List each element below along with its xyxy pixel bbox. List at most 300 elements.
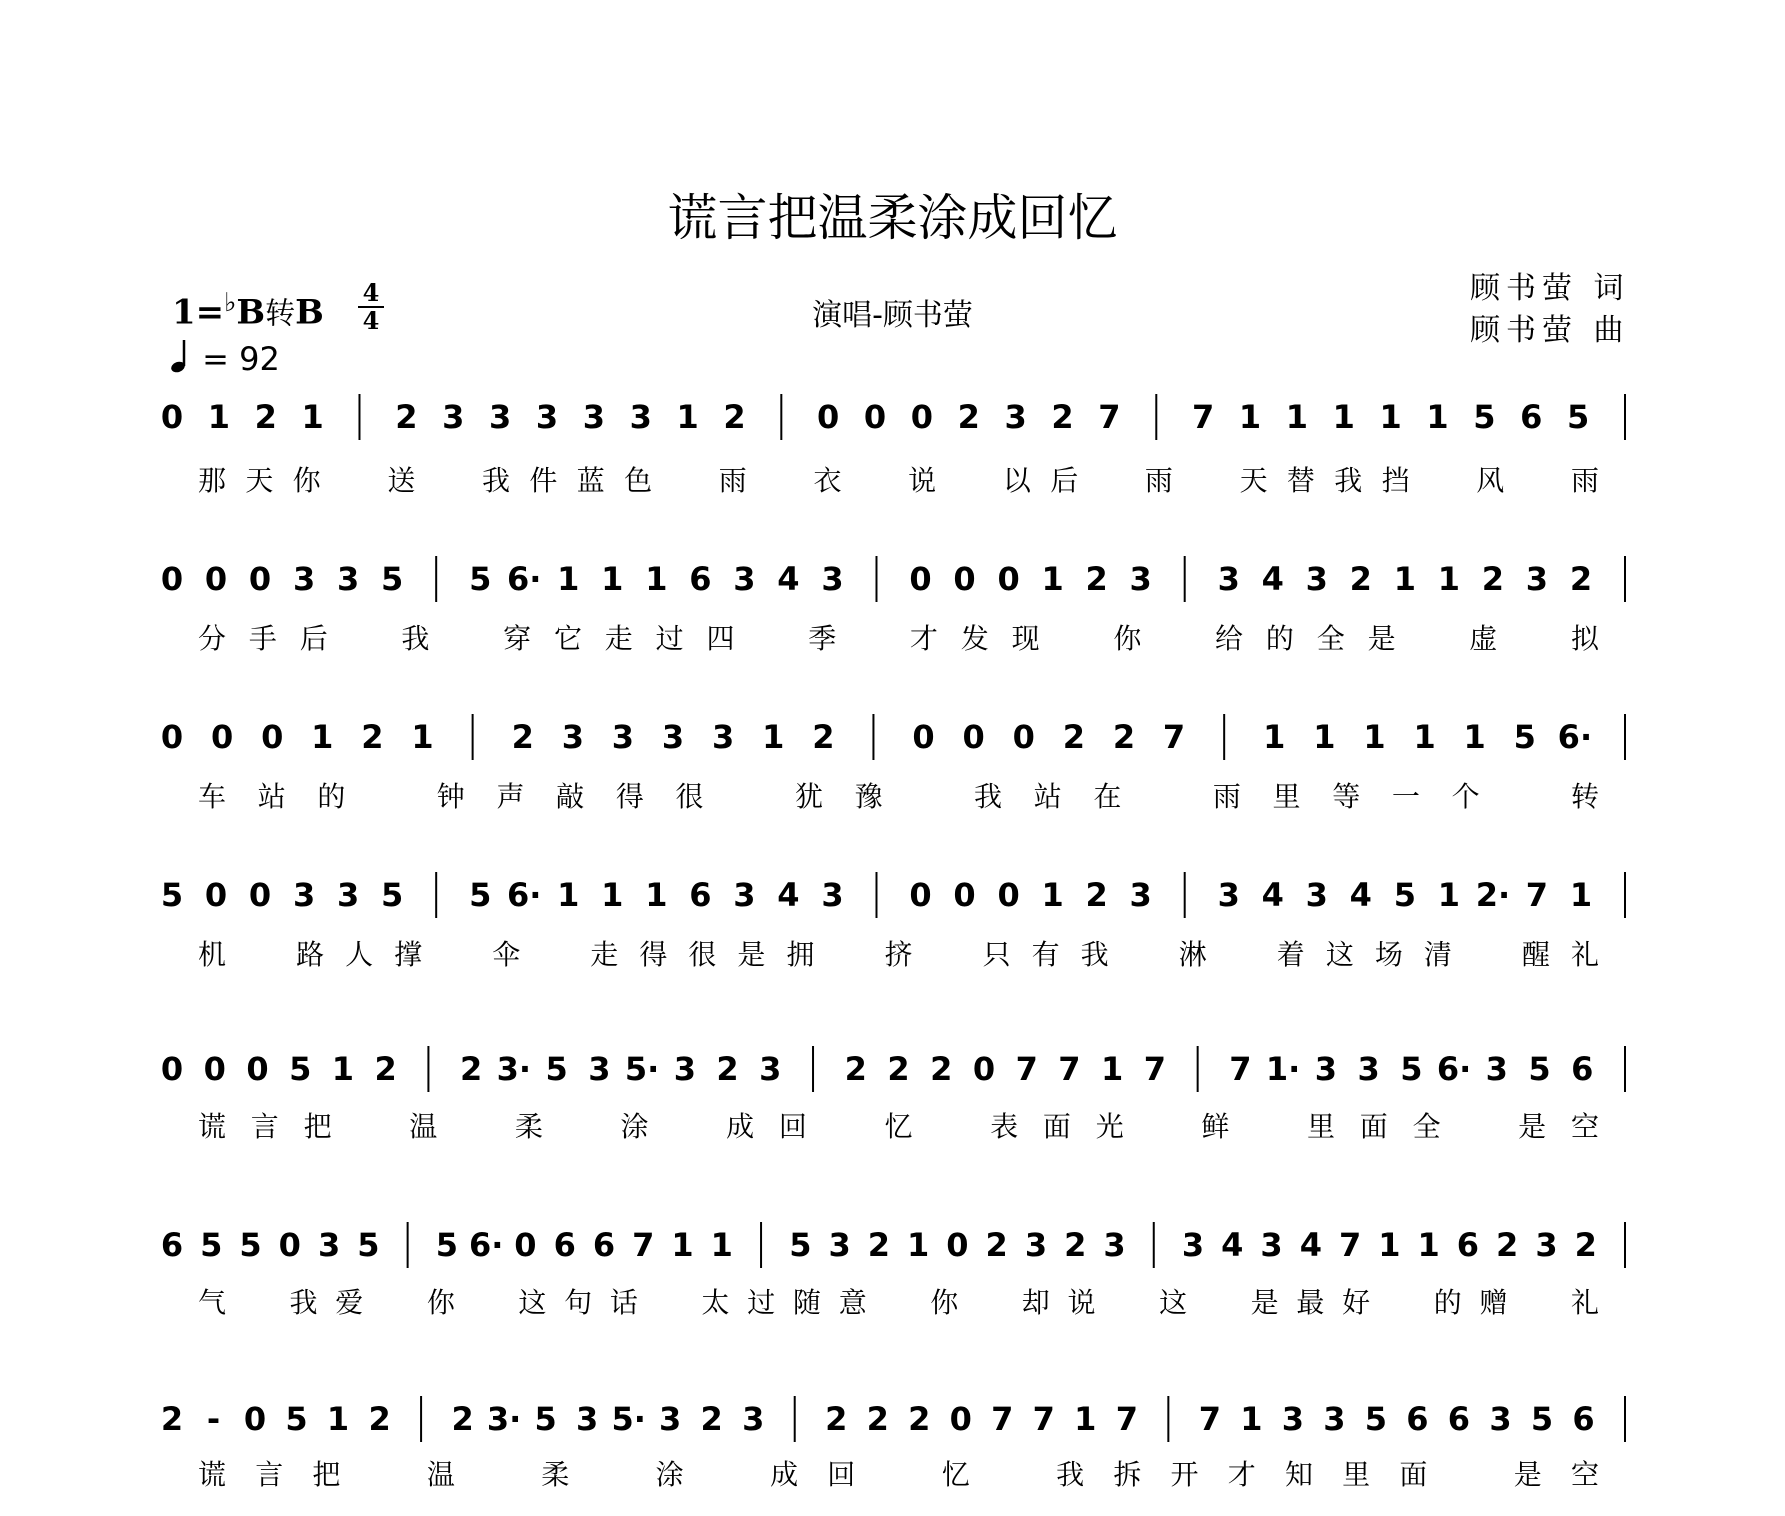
note: 3 — [1129, 876, 1152, 914]
lyric-char: 手 — [248, 622, 277, 655]
lyric-char: 好 — [1342, 1286, 1371, 1319]
note: 2· — [1475, 876, 1511, 914]
note: 7 — [1198, 1400, 1221, 1438]
note: 1 — [1263, 718, 1286, 756]
lyric-char: 色 — [624, 464, 653, 497]
score-line — [161, 1046, 1625, 1092]
note: 4 — [1261, 560, 1284, 598]
lyric-char: 才 — [909, 622, 938, 655]
note: 3 — [1281, 1400, 1305, 1438]
lyric-char: 这 — [518, 1286, 547, 1319]
note: 6· — [1436, 1050, 1472, 1088]
lyric-char: 话 — [609, 1286, 638, 1319]
note: - — [206, 1400, 221, 1438]
note: 3 — [576, 1400, 599, 1438]
lyric-char: 你 — [1113, 622, 1142, 655]
lyric-char: 一 — [1391, 780, 1420, 813]
note: 0 — [910, 398, 934, 436]
note: 5 — [435, 1226, 459, 1264]
lyric-line — [198, 464, 1599, 497]
note: 1 — [1240, 1400, 1263, 1438]
note: 5 — [285, 1400, 308, 1438]
note: 1 — [671, 1226, 694, 1264]
lyric-char: 在 — [1093, 780, 1122, 813]
note: 1 — [1426, 398, 1449, 436]
lyric-char: 柔 — [541, 1458, 570, 1491]
note: 0 — [160, 1050, 184, 1088]
note: 1 — [557, 876, 580, 914]
note: 4 — [777, 876, 800, 914]
lyric-char: 你 — [292, 464, 321, 497]
note: 0 — [243, 1400, 267, 1438]
lyric-char: 发 — [960, 622, 989, 655]
note: 1 — [326, 1400, 350, 1438]
lyric-char: 路 — [296, 938, 325, 971]
lyric-char: 面 — [1042, 1110, 1071, 1143]
lyric-char: 站 — [1033, 780, 1062, 813]
lyric-char: 现 — [1011, 622, 1040, 655]
note: 2 — [723, 398, 746, 436]
lyric-char: 里 — [1272, 780, 1301, 813]
note: 0 — [160, 398, 184, 436]
lyric-char: 涂 — [620, 1110, 649, 1143]
lyric-char: 开 — [1170, 1458, 1199, 1491]
lyric-char: 季 — [808, 622, 837, 655]
lyric-char: 气 — [197, 1286, 227, 1319]
lyric-line — [198, 1286, 1599, 1319]
note: 2 — [1569, 560, 1593, 598]
note: 0 — [912, 718, 935, 756]
lyric-char: 雨 — [1212, 780, 1241, 813]
note: 0 — [248, 560, 272, 598]
note: 2 — [1481, 560, 1505, 598]
note: 2 — [985, 1226, 1008, 1264]
note: 5 — [534, 1400, 557, 1438]
note: 3 — [1004, 398, 1027, 436]
note: 2 — [887, 1050, 910, 1088]
lyric-char: 雨 — [718, 464, 747, 497]
lyric-char: 很 — [675, 780, 704, 813]
note: 1 — [1437, 876, 1461, 914]
note: 3 — [535, 398, 559, 436]
note: 3 — [292, 560, 316, 598]
lyric-char: 忆 — [884, 1110, 913, 1143]
lyric-char: 天 — [245, 464, 274, 497]
note: 2 — [908, 1400, 931, 1438]
note: 2 — [451, 1400, 474, 1438]
note: 1 — [645, 560, 668, 598]
note: 5· — [611, 1400, 646, 1438]
note: 4 — [1299, 1226, 1322, 1264]
note: 2 — [361, 718, 384, 756]
note: 3 — [292, 876, 316, 914]
lyric-char: 把 — [312, 1458, 341, 1491]
note: 2 — [1085, 876, 1108, 914]
note: 3 — [759, 1050, 782, 1088]
lyric-char: 走 — [590, 938, 619, 971]
lyric-char: 站 — [257, 780, 286, 813]
note: 3 — [1305, 560, 1328, 598]
note: 3 — [1217, 876, 1240, 914]
note: 5 — [1530, 1400, 1554, 1438]
note: 5 — [469, 560, 492, 598]
flat-sign: ♭ — [224, 288, 237, 318]
note: 5 — [1393, 876, 1416, 914]
lyric-char: 转 — [1570, 780, 1600, 813]
lyric-char: 是 — [1513, 1458, 1542, 1491]
lyric-char: 面 — [1399, 1458, 1428, 1491]
note: 7 — [632, 1226, 655, 1264]
lyric-char: 穿 — [503, 622, 532, 655]
lyric-char: 谎 — [197, 1458, 227, 1491]
lyric-char: 这 — [1159, 1286, 1188, 1319]
lyric-char: 我 — [974, 780, 1003, 813]
lyric-line — [198, 1110, 1599, 1143]
lyric-char: 走 — [604, 622, 633, 655]
lyric-char: 拆 — [1113, 1458, 1142, 1491]
note: 5 — [1513, 718, 1536, 756]
lyric-char: 后 — [1050, 464, 1079, 497]
note: 6 — [689, 876, 712, 914]
lyric-char: 的 — [1265, 622, 1294, 655]
score-line — [161, 872, 1625, 918]
lyric-char: 那 — [197, 464, 227, 497]
lyric-char: 风 — [1476, 464, 1505, 497]
note: 1 — [1041, 876, 1064, 914]
note: 2 — [1085, 560, 1108, 598]
note: 1 — [1393, 560, 1416, 598]
note: 5 — [469, 876, 492, 914]
note: 2 — [1496, 1226, 1519, 1264]
lyric-char: 成 — [726, 1110, 755, 1143]
note: 2 — [812, 718, 835, 756]
note: 3 — [673, 1050, 696, 1088]
note: 5 — [789, 1226, 812, 1264]
note: 2 — [1112, 718, 1136, 756]
lyric-char: 鲜 — [1201, 1110, 1230, 1143]
key-prefix: 1= — [172, 292, 225, 333]
key-from: B — [236, 292, 266, 333]
note: 5 — [200, 1226, 223, 1264]
note: 4 — [777, 560, 800, 598]
note: 3 — [712, 718, 735, 756]
note: 2 — [825, 1400, 848, 1438]
note: 6 — [1406, 1400, 1429, 1438]
lyric-char: 空 — [1570, 1110, 1600, 1143]
note: 1 — [1417, 1226, 1440, 1264]
lyric-char: 后 — [299, 622, 328, 655]
note: 0 — [953, 560, 976, 598]
lyric-char: 言 — [255, 1458, 284, 1491]
note: 1 — [907, 1226, 930, 1264]
note: 1 — [331, 1050, 355, 1088]
lyric-char: 意 — [838, 1286, 867, 1319]
lyric-char: 太 — [701, 1286, 730, 1319]
lyric-char: 是 — [1367, 622, 1396, 655]
lyric-char: 里 — [1342, 1458, 1371, 1491]
note: 2 — [1064, 1226, 1087, 1264]
lyric-char: 淋 — [1178, 938, 1207, 971]
score-line — [161, 1222, 1625, 1268]
note: 2 — [1349, 560, 1372, 598]
note: 6 — [592, 1226, 616, 1264]
lyric-char: 得 — [639, 938, 668, 971]
note: 1 — [1437, 560, 1461, 598]
note: 3 — [442, 398, 465, 436]
lyric-char: 表 — [990, 1110, 1019, 1143]
lyric-char: 我 — [1334, 464, 1363, 497]
note: 2 — [374, 1050, 397, 1088]
lyric-char: 替 — [1286, 464, 1315, 497]
lyric-char: 忆 — [941, 1458, 970, 1491]
lyric-char: 拟 — [1570, 622, 1600, 655]
lyric-char: 个 — [1451, 780, 1480, 813]
lyric-char: 我 — [289, 1286, 318, 1319]
note: 1 — [1363, 718, 1386, 756]
note: 1 — [411, 718, 434, 756]
note: 2 — [716, 1050, 739, 1088]
note: 0 — [248, 876, 272, 914]
note: 3 — [733, 876, 756, 914]
lyric-line — [198, 1458, 1599, 1491]
key-change: 转 — [265, 296, 296, 332]
lyric-char: 爱 — [335, 1286, 364, 1319]
note: 6 — [1571, 1050, 1594, 1088]
lyric-char: 送 — [387, 464, 416, 497]
note: 6· — [507, 876, 542, 914]
lyric-char: 回 — [778, 1110, 807, 1143]
lyric-char: 雨 — [1570, 464, 1600, 497]
note: 7 — [1143, 1050, 1167, 1088]
note: 1 — [1379, 398, 1402, 436]
note: 0 — [997, 876, 1020, 914]
lyric-char: 你 — [426, 1286, 455, 1319]
lyric-char: 只 — [982, 938, 1011, 971]
lyric-char: 它 — [553, 622, 582, 655]
lyric-char: 礼 — [1570, 1286, 1600, 1319]
note: 0 — [909, 560, 932, 598]
lyric-char: 给 — [1215, 622, 1244, 655]
note: 6 — [1447, 1400, 1471, 1438]
lyric-char: 得 — [615, 780, 644, 813]
note: 0 — [962, 718, 985, 756]
note: 1 — [1313, 718, 1336, 756]
lyric-char: 你 — [930, 1286, 959, 1319]
lyric-char: 挤 — [884, 938, 913, 971]
note: 3 — [1129, 560, 1152, 598]
note: 2 — [957, 398, 980, 436]
lyric-char: 过 — [747, 1286, 776, 1319]
note: 3 — [733, 560, 756, 598]
note: 2 — [844, 1050, 867, 1088]
note: 5 — [289, 1050, 312, 1088]
lyric-char: 随 — [792, 1286, 821, 1319]
note: 3 — [1260, 1226, 1283, 1264]
note: 3 — [742, 1400, 765, 1438]
note: 2 — [1051, 398, 1074, 436]
lyric-char: 天 — [1239, 464, 1268, 497]
note: 6 — [1456, 1226, 1480, 1264]
note: 3 — [1489, 1400, 1512, 1438]
note: 0 — [972, 1050, 996, 1088]
note: 3 — [1305, 876, 1328, 914]
lyric-char: 我 — [401, 622, 430, 655]
note: 0 — [953, 876, 976, 914]
note: 2 — [395, 398, 418, 436]
note: 3 — [1024, 1226, 1048, 1264]
lyric-char: 伞 — [492, 938, 521, 971]
note: 3 — [828, 1226, 851, 1264]
note: 7 — [1058, 1050, 1081, 1088]
lyric-char: 温 — [409, 1110, 438, 1143]
lyric-char: 礼 — [1570, 938, 1600, 971]
note: 1 — [601, 876, 624, 914]
lyric-char: 虚 — [1469, 622, 1498, 655]
lyric-char: 涂 — [655, 1458, 684, 1491]
lyric-char: 衣 — [813, 464, 842, 497]
note: 1 — [1332, 398, 1355, 436]
note: 5 — [545, 1050, 568, 1088]
note: 1 — [1463, 718, 1486, 756]
lyric-char: 句 — [564, 1286, 593, 1319]
note: 3· — [486, 1400, 522, 1438]
note: 1 — [1041, 560, 1064, 598]
note: 3 — [582, 398, 605, 436]
lyric-char: 说 — [908, 464, 937, 497]
lyric-char: 醒 — [1521, 938, 1550, 971]
note: 1 — [762, 718, 785, 756]
note: 7 — [1098, 398, 1121, 436]
lyric-char: 件 — [529, 464, 558, 497]
lyric-char: 场 — [1374, 938, 1403, 971]
note: 0 — [160, 560, 184, 598]
note: 3 — [488, 398, 512, 436]
lyric-char: 成 — [770, 1458, 799, 1491]
note: 0 — [1012, 718, 1035, 756]
lyric-char: 钟 — [436, 780, 465, 813]
note: 0 — [203, 1050, 226, 1088]
note: 3 — [611, 718, 635, 756]
note: 1· — [1265, 1050, 1301, 1088]
note: 7 — [1192, 398, 1215, 436]
note: 2 — [160, 1400, 184, 1438]
score-line — [161, 714, 1625, 760]
note: 2 — [930, 1050, 953, 1088]
lyric-char: 四 — [706, 622, 735, 655]
lyric-char: 却 — [1021, 1286, 1050, 1319]
note: 1 — [1413, 718, 1436, 756]
note: 5 — [381, 560, 404, 598]
note: 3 — [1181, 1226, 1205, 1264]
lyric-char: 的 — [1433, 1286, 1462, 1319]
note: 0 — [863, 398, 887, 436]
lyric-char: 才 — [1227, 1458, 1256, 1491]
note: 4 — [1261, 876, 1284, 914]
lyric-char: 机 — [197, 938, 227, 971]
note: 5 — [381, 876, 404, 914]
note: 6 — [1572, 1400, 1595, 1438]
time-signature-bottom: 4 — [362, 306, 380, 335]
score-line — [161, 1396, 1625, 1442]
note: 6· — [1557, 718, 1593, 756]
note: 2 — [368, 1400, 391, 1438]
note: 3 — [588, 1050, 611, 1088]
note: 7 — [1338, 1226, 1362, 1264]
note: 3 — [561, 718, 584, 756]
note: 6· — [507, 560, 542, 598]
lyric-char: 温 — [426, 1458, 455, 1491]
singer-credit: 演唱-顾书萤 — [812, 298, 973, 333]
score-line — [161, 556, 1625, 602]
note: 0 — [160, 718, 184, 756]
note: 0 — [909, 876, 932, 914]
lyric-char: 有 — [1031, 938, 1060, 971]
lyric-line — [198, 622, 1600, 655]
note: 0 — [817, 398, 840, 436]
note: 3 — [1485, 1050, 1508, 1088]
note: 5 — [160, 876, 184, 914]
key-to: B — [295, 292, 324, 333]
note: 1 — [557, 560, 580, 598]
note: 3 — [661, 718, 685, 756]
note: 3 — [317, 1226, 341, 1264]
note: 1 — [1569, 876, 1593, 914]
lyric-char: 等 — [1332, 780, 1361, 813]
note: 1 — [676, 398, 699, 436]
note: 4 — [1221, 1226, 1244, 1264]
note: 3 — [336, 876, 360, 914]
lyric-char: 声 — [496, 780, 525, 813]
note: 1 — [1074, 1400, 1097, 1438]
note: 2 — [700, 1400, 723, 1438]
lyric-char: 蓝 — [576, 464, 605, 497]
lyric-char: 是 — [737, 938, 766, 971]
lyric-char: 全 — [1412, 1110, 1441, 1143]
lyric-char: 清 — [1423, 938, 1452, 971]
note: 3 — [1535, 1226, 1558, 1264]
lyric-char: 谎 — [197, 1110, 227, 1143]
note: 7 — [1525, 876, 1549, 914]
note: 0 — [204, 876, 228, 914]
note: 7 — [1015, 1050, 1038, 1088]
note: 5 — [357, 1226, 380, 1264]
note: 1 — [710, 1226, 733, 1264]
note: 1 — [1101, 1050, 1124, 1088]
lyric-char: 拥 — [786, 938, 815, 971]
lyric-char: 全 — [1316, 622, 1345, 655]
note: 7 — [1032, 1400, 1055, 1438]
lyric-char: 人 — [345, 938, 374, 971]
lyric-char: 是 — [1518, 1110, 1547, 1143]
note: 3 — [1314, 1050, 1337, 1088]
page-title: 谎言把温柔涂成回忆 — [667, 189, 1118, 247]
note: 2 — [460, 1050, 483, 1088]
note: 0 — [997, 560, 1020, 598]
note: 3 — [1357, 1050, 1380, 1088]
note: 5 — [239, 1226, 262, 1264]
note: 3 — [1103, 1226, 1126, 1264]
lyric-char: 车 — [197, 780, 227, 813]
note: 6 — [160, 1226, 184, 1264]
note: 3 — [821, 560, 844, 598]
note: 0 — [946, 1226, 969, 1264]
note: 0 — [278, 1226, 301, 1264]
lyric-char: 言 — [250, 1110, 279, 1143]
note: 0 — [514, 1226, 537, 1264]
note: 6 — [553, 1226, 576, 1264]
lyric-char: 豫 — [854, 780, 883, 813]
lyric-char: 的 — [317, 780, 346, 813]
